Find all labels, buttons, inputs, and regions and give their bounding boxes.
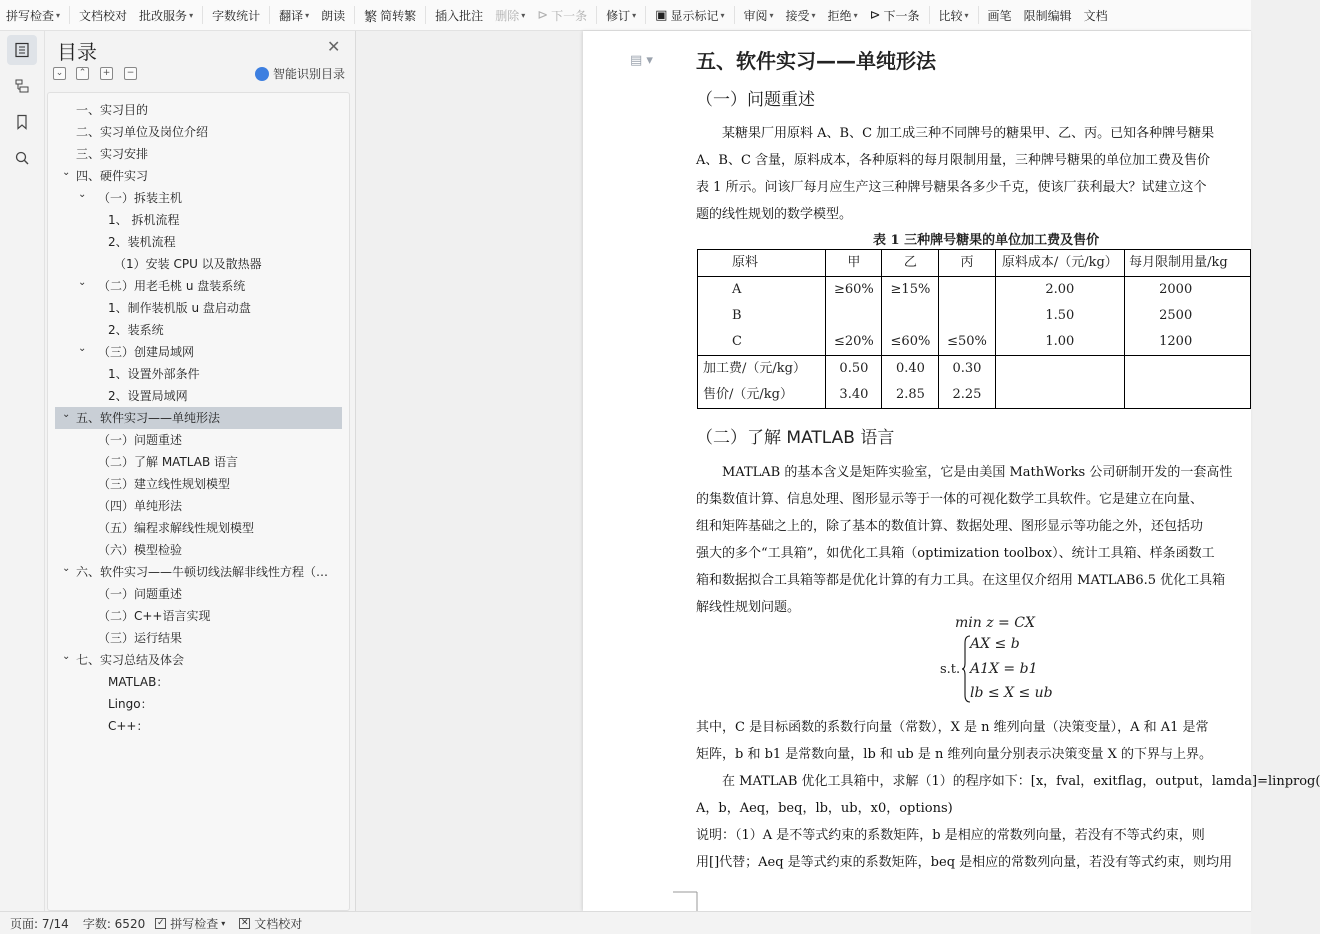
toolbar-button-label: 拼写检查 [6, 8, 55, 23]
toc-item[interactable]: 一、实习目的 [76, 103, 149, 117]
toc-item[interactable]: （六）模型检验 [98, 543, 183, 557]
toolbar-button[interactable] [429, 3, 489, 27]
paragraph-line: 其中，C 是目标函数的系数行向量（常数），X 是 n 维列向量（决策变量），A 和 A1 是常 [696, 720, 1209, 735]
toolbar-button[interactable] [600, 3, 642, 27]
chevron-down-icon: ▾ [964, 10, 969, 20]
heading-matlab: （二）了解 MATLAB 语言 [696, 428, 895, 448]
toc-item[interactable]: （三）建立线性规划模型 [98, 477, 231, 491]
toc-item[interactable]: 2、装系统 [108, 323, 164, 337]
toolbar-icon: ⊳ [869, 7, 881, 23]
paragraph-line: 解线性规划问题。 [696, 600, 801, 615]
smart-toc-label: 智能识别目录 [273, 67, 346, 81]
table-cell: ≥60% ≤20% [826, 277, 882, 356]
add-heading-icon[interactable]: + [100, 67, 113, 80]
toolbar-button-label: 文档 [1083, 8, 1108, 23]
toolbar-button-label: 翻译 [279, 8, 304, 23]
toolbar-button[interactable] [531, 3, 593, 27]
toolbar-separator [202, 6, 203, 24]
paragraph-line: 某糖果厂用原料 A、B、C 加工成三种不同牌号的糖果甲、乙、丙。已知各种牌号糖果 [722, 126, 1215, 141]
toolbar-icon: ▣ [655, 7, 668, 23]
formula-constraint: A1X = b1 [970, 661, 1038, 677]
table-cell: 0.50 3.40 [826, 356, 882, 409]
chevron-down-icon: ▾ [720, 10, 725, 20]
toolbar-separator [645, 6, 646, 24]
check-icon: ✓ [156, 917, 165, 928]
spell-check-label: 拼写检查 [170, 916, 219, 931]
toolbar-button[interactable] [315, 3, 351, 27]
toolbar-button-label: 接受 [785, 8, 810, 23]
paragraph-line: 题的线性规划的数学模型。 [696, 207, 853, 222]
chevron-down-icon[interactable]: ⌄ [62, 651, 71, 662]
toolbar-button-label: 字数统计 [212, 8, 261, 23]
paragraph-line: 强大的多个“工具箱”，如优化工具箱（optimization toolbox）、统计工具箱、样条函数工 [696, 546, 1215, 561]
smart-toc-button[interactable] [255, 65, 345, 82]
toolbar-button-label: 审阅 [743, 8, 768, 23]
toolbar-button-label: 删除 [495, 8, 520, 23]
toc-item[interactable]: （1）安装 CPU 以及散热器 [114, 257, 262, 271]
collapse-all-icon[interactable]: ⌃ [76, 67, 89, 80]
table-cell: 2.00 1.50 1.00 [995, 277, 1125, 356]
toc-item[interactable]: 七、实习总结及体会 [76, 653, 185, 667]
toolbar-separator [269, 6, 270, 24]
toc-item[interactable]: （二）用老毛桃 u 盘装系统 [98, 279, 246, 293]
word-count[interactable]: 字数: 6520 [82, 916, 146, 931]
toc-item[interactable]: （一）拆装主机 [98, 191, 183, 205]
status-bar [0, 911, 1251, 934]
heading-problem-restatement: （一）问题重述 [696, 90, 815, 110]
chevron-down-icon: ▾ [56, 10, 61, 20]
toolbar-button[interactable] [982, 3, 1018, 27]
toc-item[interactable]: MATLAB： [108, 675, 169, 689]
paragraph-line: 表 1 所示。问该厂每月应生产这三种牌号糖果各多少千克，使该厂获利最大？试建立这个 [696, 180, 1207, 195]
chevron-down-icon: ▾ [811, 10, 816, 20]
paragraph-layout-icon[interactable]: ▤ ▾ [630, 53, 653, 68]
toolbar-button-label: 下一条 [551, 8, 588, 23]
table-header-row [698, 250, 1251, 277]
left-rail [0, 31, 45, 911]
toolbar-separator [425, 6, 426, 24]
toc-item[interactable]: 五、软件实习——单纯形法 [76, 411, 221, 425]
toc-item[interactable]: （五）编程求解线性规划模型 [98, 521, 255, 535]
toolbar-icon: ⊳ [537, 7, 549, 23]
toolbar-button[interactable] [73, 3, 133, 27]
table-cell: ≤50% [939, 277, 995, 356]
toc-item[interactable]: 1、 拆机流程 [108, 213, 180, 227]
toolbar-button-label: 文档校对 [79, 8, 128, 23]
toc-item[interactable]: （三）创建局域网 [98, 345, 195, 359]
table-cell [1125, 356, 1251, 409]
page-count[interactable]: 页面: 7/14 [10, 916, 69, 931]
table-cell: 2000 2500 1200 [1125, 277, 1251, 356]
formula-objective: min z = CX [955, 615, 1035, 631]
chapter-nav-icon[interactable] [7, 71, 37, 101]
table-cell: 0.30 2.25 [939, 356, 995, 409]
toolbar-separator [596, 6, 597, 24]
expand-all-icon[interactable]: ⌄ [53, 67, 66, 80]
spell-check-status[interactable] [155, 915, 225, 932]
chevron-down-icon: ▾ [305, 10, 310, 20]
paragraph-line: 说明：（1）A 是不等式约束的系数矩阵，b 是相应的常数列向量，若没有不等式约束，则 [696, 828, 1205, 843]
toc-item[interactable]: 2、装机流程 [108, 235, 176, 249]
chevron-down-icon[interactable]: ⌄ [62, 167, 71, 178]
toolbar-separator [734, 6, 735, 24]
chevron-down-icon[interactable]: ⌄ [62, 563, 71, 574]
toc-item[interactable]: （三）运行结果 [98, 631, 183, 645]
toc-item[interactable]: （二）了解 MATLAB 语言 [98, 455, 238, 469]
search-icon[interactable] [7, 143, 37, 173]
toolbar-separator [929, 6, 930, 24]
toolbar-button[interactable] [822, 3, 864, 27]
toolbar-separator [69, 6, 70, 24]
remove-heading-icon[interactable]: − [124, 67, 137, 80]
toc-item[interactable]: 四、硬件实习 [76, 169, 149, 183]
toc-pane [45, 31, 356, 911]
toolbar-button-label: 限制编辑 [1023, 8, 1072, 23]
toolbar-icon: 繁 [364, 9, 378, 25]
chevron-down-icon[interactable]: ⌄ [62, 409, 71, 420]
toc-item[interactable]: 1、设置外部条件 [108, 367, 200, 381]
heading-software-internship: 五、软件实习——单纯形法 [696, 49, 936, 73]
table-row [698, 356, 1251, 409]
paragraph-line: 用[]代替；Aeq 是等式约束的系数矩阵，beq 是相应的常数列向量，若没有等式约束，则均用 [696, 855, 1233, 870]
chevron-down-icon: ▾ [189, 10, 194, 20]
toolbar-button[interactable] [1018, 3, 1078, 27]
toolbar-button-label: 显示标记 [670, 8, 719, 23]
toc-item[interactable]: 1、制作装机版 u 盘启动盘 [108, 301, 251, 315]
table-cell [995, 356, 1125, 409]
chevron-down-icon[interactable]: ⌄ [78, 189, 87, 200]
paragraph-line: 在 MATLAB 优化工具箱中，求解（1）的程序如下：[x，fval，exitflag，output，lamda]=linprog( [722, 774, 1320, 789]
toolbar-button[interactable] [738, 3, 780, 27]
smart-toc-icon [255, 67, 269, 81]
close-icon[interactable]: ✕ [327, 37, 341, 56]
toc-item[interactable]: C++： [108, 719, 149, 733]
toolbar-button[interactable] [780, 3, 822, 27]
chevron-down-icon: ▾ [632, 10, 637, 20]
toc-item[interactable]: （一）问题重述 [98, 587, 183, 601]
toc-item[interactable]: 三、实习安排 [76, 147, 149, 161]
toc-item[interactable]: 二、实习单位及岗位介绍 [76, 125, 209, 139]
toolbar-button-label: 下一条 [883, 8, 920, 23]
toolbar-button-label: 比较 [938, 8, 963, 23]
table-header-cell: 每月限制用量/kg [1125, 250, 1251, 277]
toolbar-button[interactable] [649, 3, 730, 27]
paragraph-line: A、B、C 含量，原料成本，各种原料的每月限制用量，三种牌号糖果的单位加工费及售价 [696, 153, 1211, 168]
toolbar-button-label: 批改服务 [139, 8, 188, 23]
paragraph-line: 的集数值计算、信息处理、图形显示等于一体的可视化数学工具软件。它是建立在向量、 [696, 492, 1204, 507]
toc-item[interactable]: （一）问题重述 [98, 433, 183, 447]
formula-st: s.t. [940, 662, 961, 677]
table-cell: ≥15% ≤60% [882, 277, 939, 356]
toolbar-button[interactable] [489, 3, 531, 27]
table-header-cell: 乙 [882, 250, 939, 277]
proofread-label: 文档校对 [254, 916, 303, 931]
toolbar-button[interactable] [273, 3, 315, 27]
toc-item[interactable]: （四）单纯形法 [98, 499, 183, 513]
toc-list [47, 92, 350, 911]
toolbar-button[interactable] [864, 3, 926, 27]
toolbar-button[interactable] [206, 3, 266, 27]
table-cell: 0.40 2.85 [882, 356, 939, 409]
toc-item[interactable]: 2、设置局域网 [108, 389, 188, 403]
paragraph-line: 矩阵，b 和 b1 是常数向量，lb 和 ub 是 n 维列向量分别表示决策变量 X 的下界与上界。 [696, 747, 1213, 762]
chevron-down-icon: ▾ [769, 10, 774, 20]
page-corner-mark [673, 891, 698, 911]
paragraph-line: 箱和数据拟合工具箱等都是优化计算的有力工具。在这里仅介绍用 MATLAB6.5 优化工具箱 [696, 573, 1226, 588]
chevron-down-icon: ▾ [853, 10, 858, 20]
toolbar-button-label: 朗读 [321, 8, 346, 23]
toolbar-button-label: 插入批注 [435, 8, 484, 23]
toolbar-button-label: 简转繁 [380, 8, 417, 23]
toolbar-button-label: 拒绝 [827, 8, 852, 23]
table-caption: 表 1 三种牌号糖果的单位加工费及售价 [873, 233, 1100, 248]
toolbar-separator [978, 6, 979, 24]
chevron-down-icon[interactable]: ⌄ [78, 277, 87, 288]
chevron-down-icon[interactable]: ⌄ [78, 343, 87, 354]
toolbar-button-label: 画笔 [987, 8, 1012, 23]
close-box-icon: ✕ [240, 917, 249, 928]
formula-constraint: AX ≤ b [970, 636, 1020, 652]
toolbar-button[interactable] [133, 3, 199, 27]
toolbar-button[interactable] [358, 3, 422, 27]
toc-item[interactable]: 六、软件实习——牛顿切线法解非线性方程（… [76, 565, 329, 579]
toc-item[interactable]: Lingo： [108, 697, 153, 711]
toc-pane-title: 目录 [57, 40, 97, 64]
toolbar-button-label: 修订 [606, 8, 631, 23]
toc-item[interactable]: （二）C++语言实现 [98, 609, 211, 623]
table-header-cell: 甲 [826, 250, 882, 277]
table-header-cell: 原料 [698, 250, 826, 277]
table-cell: 加工费/（元/kg） 售价/（元/kg） [698, 356, 826, 409]
candy-table [697, 249, 1251, 409]
table-row [698, 277, 1251, 356]
paragraph-line: MATLAB 的基本含义是矩阵实验室，它是由美国 MathWorks 公司研制开发的一套高性 [722, 465, 1233, 480]
table-header-cell: 原料成本/（元/kg） [995, 250, 1125, 277]
chevron-down-icon: ▾ [521, 10, 526, 20]
toolbar-button[interactable] [1078, 3, 1114, 27]
table-header-cell: 丙 [939, 250, 995, 277]
paragraph-line: 组和矩阵基础之上的，除了基本的数值计算、数据处理、图形显示等功能之外，还包括功 [696, 519, 1204, 534]
formula-constraint: lb ≤ X ≤ ub [970, 685, 1053, 701]
chevron-down-icon: ▾ [221, 918, 226, 928]
proofread-status[interactable] [239, 915, 302, 932]
table-cell: A B C [698, 277, 826, 356]
toolbar-separator [354, 6, 355, 24]
toolbar-button[interactable] [0, 3, 66, 27]
toolbar-button[interactable] [933, 3, 975, 27]
review-toolbar [0, 0, 1251, 31]
paragraph-line: A，b，Aeq，beq，lb，ub，x0，options) [696, 801, 953, 816]
bookmark-icon[interactable] [7, 107, 37, 137]
toc-panel-icon[interactable] [7, 35, 37, 65]
document-page[interactable] [583, 31, 1320, 911]
